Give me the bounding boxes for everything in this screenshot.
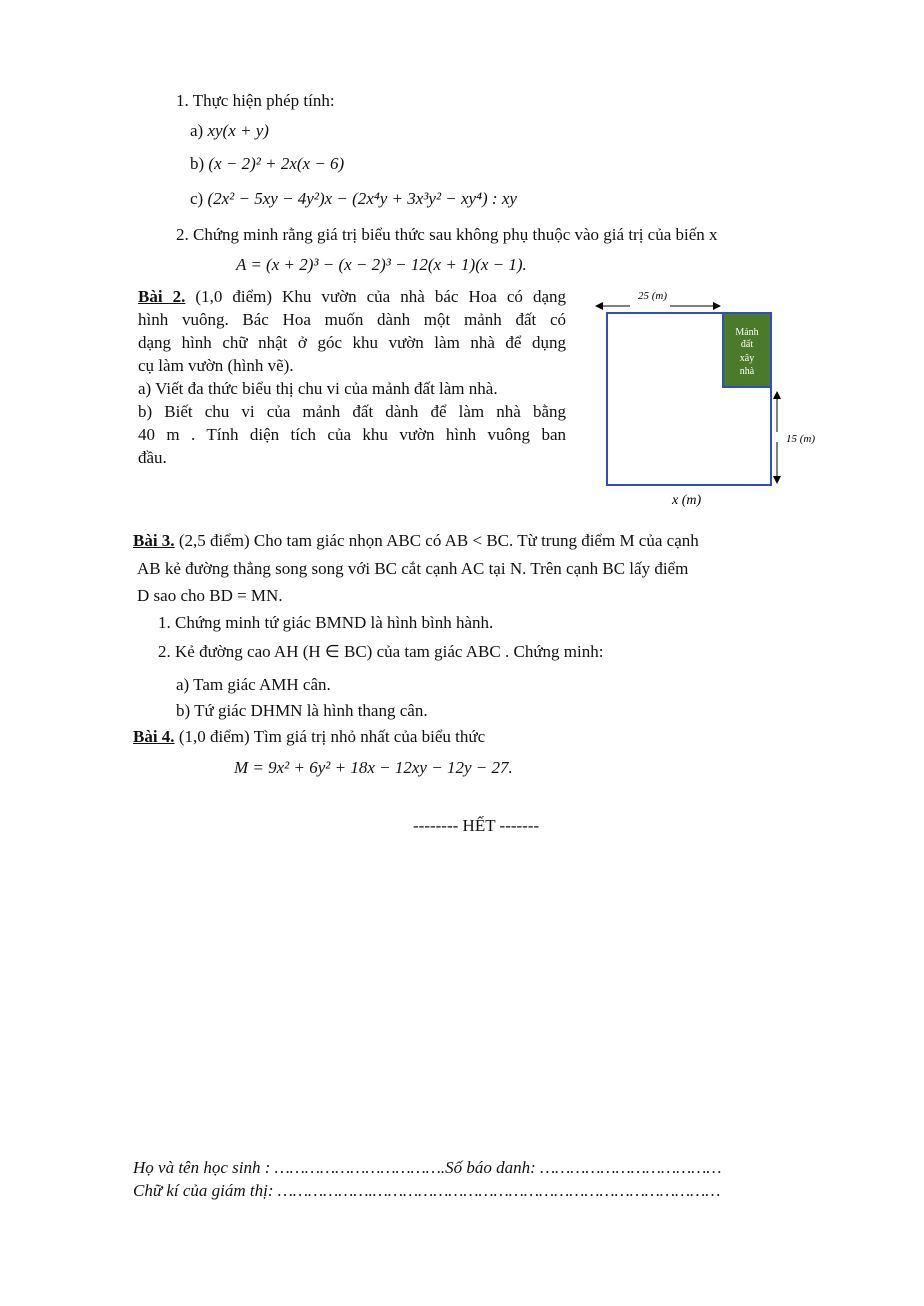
q2-title: 2. Chứng minh rằng giá trị biểu thức sau không phụ thuộc vào giá trị của biến x [176, 225, 718, 244]
bai3-q2: 2. Kẻ đường cao AH (H ∈ BC) của tam giác ABC . Chứng minh: [158, 642, 604, 661]
q1a [190, 120, 269, 142]
q1c-expression: (2x² − 5xy − 4y²)x − (2x⁴y + 3x³y² − xy⁴) : xy [207, 189, 517, 208]
bai2-text [138, 286, 566, 469]
bai3-qb: b) Tứ giác DHMN là hình thang cân. [176, 701, 428, 720]
bai4-label: Bài 4. [133, 727, 175, 746]
bottom-dimension-label: x (m) [672, 493, 702, 508]
bai2-label: Bài 2. [138, 287, 186, 306]
bai4-expression: M = 9x² + 6y² + 18x − 12xy − 12y − 27. [234, 758, 513, 777]
q1a-expression: xy(x + y) [207, 121, 269, 140]
q1b [190, 153, 344, 175]
bai2-line-4: cụ làm vườn (hình vẽ). [138, 356, 294, 375]
invigilator-signature-line: Chữ kí của giám thị: ……………….…………………………………………………………… [133, 1181, 721, 1200]
bai3-label: Bài 3. [133, 531, 175, 550]
right-dimension-label: 15 (m) [786, 433, 816, 445]
bai2-line-7: 40 m . Tính diện tích của khu vườn hình vuông ban [138, 425, 566, 444]
student-info-line: Họ và tên học sinh : …………………………….Số báo danh: ……………………………… [133, 1158, 722, 1177]
bai2-line-5: a) Viết đa thức biểu thị chu vi của mảnh đất làm nhà. [138, 379, 498, 398]
house-plot-label-3: xây [739, 353, 755, 364]
q1c [190, 188, 517, 210]
bai2-line-3: dạng hình chữ nhật ở góc khu vườn làm nhà để dụng [138, 333, 566, 352]
q1b-label: b) [190, 154, 209, 173]
bai4-line: Bài 4. (1,0 điểm) Tìm giá trị nhỏ nhất của biểu thức [133, 727, 486, 746]
top-dimension-label: 25 (m) [638, 290, 668, 302]
house-plot-label-4: nhà [739, 366, 755, 377]
end-marker: -------- HẾT ------- [413, 816, 540, 835]
bai3-line-3: D sao cho BD = MN. [137, 586, 283, 605]
house-plot-label-2: đất [740, 339, 754, 350]
bai2-line-2: hình vuông. Bác Hoa muốn dành một mảnh đất có [138, 310, 566, 329]
q2-expression: A = (x + 2)³ − (x − 2)³ − 12(x + 1)(x − 1). [236, 255, 527, 274]
q1b-expression: (x − 2)² + 2x(x − 6) [208, 154, 345, 173]
q1a-label: a) [190, 121, 208, 140]
bai3-q1: 1. Chứng minh tứ giác BMND là hình bình hành. [158, 613, 494, 632]
garden-figure [590, 282, 840, 512]
bai2-line-1: Bài 2. (1,0 điểm) Khu vườn của nhà bác Hoa có dạng [138, 287, 566, 306]
bai3-line-1: Bài 3. (2,5 điểm) Cho tam giác nhọn ABC có AB < BC. Từ trung điểm M của cạnh [133, 531, 699, 550]
q1c-label: c) [190, 189, 208, 208]
bai2-line-8: đầu. [138, 448, 167, 467]
house-plot-label-1: Mảnh [735, 327, 759, 338]
bai3-qa: a) Tam giác AMH cân. [176, 675, 331, 694]
bai3-line-2: AB kẻ đường thẳng song song với BC cắt cạnh AC tại N. Trên cạnh BC lấy điểm [137, 559, 689, 578]
bai2-line-6: b) Biết chu vi của mảnh đất dành để làm nhà bằng [138, 402, 566, 421]
q1-title: 1. Thực hiện phép tính: [176, 91, 335, 110]
